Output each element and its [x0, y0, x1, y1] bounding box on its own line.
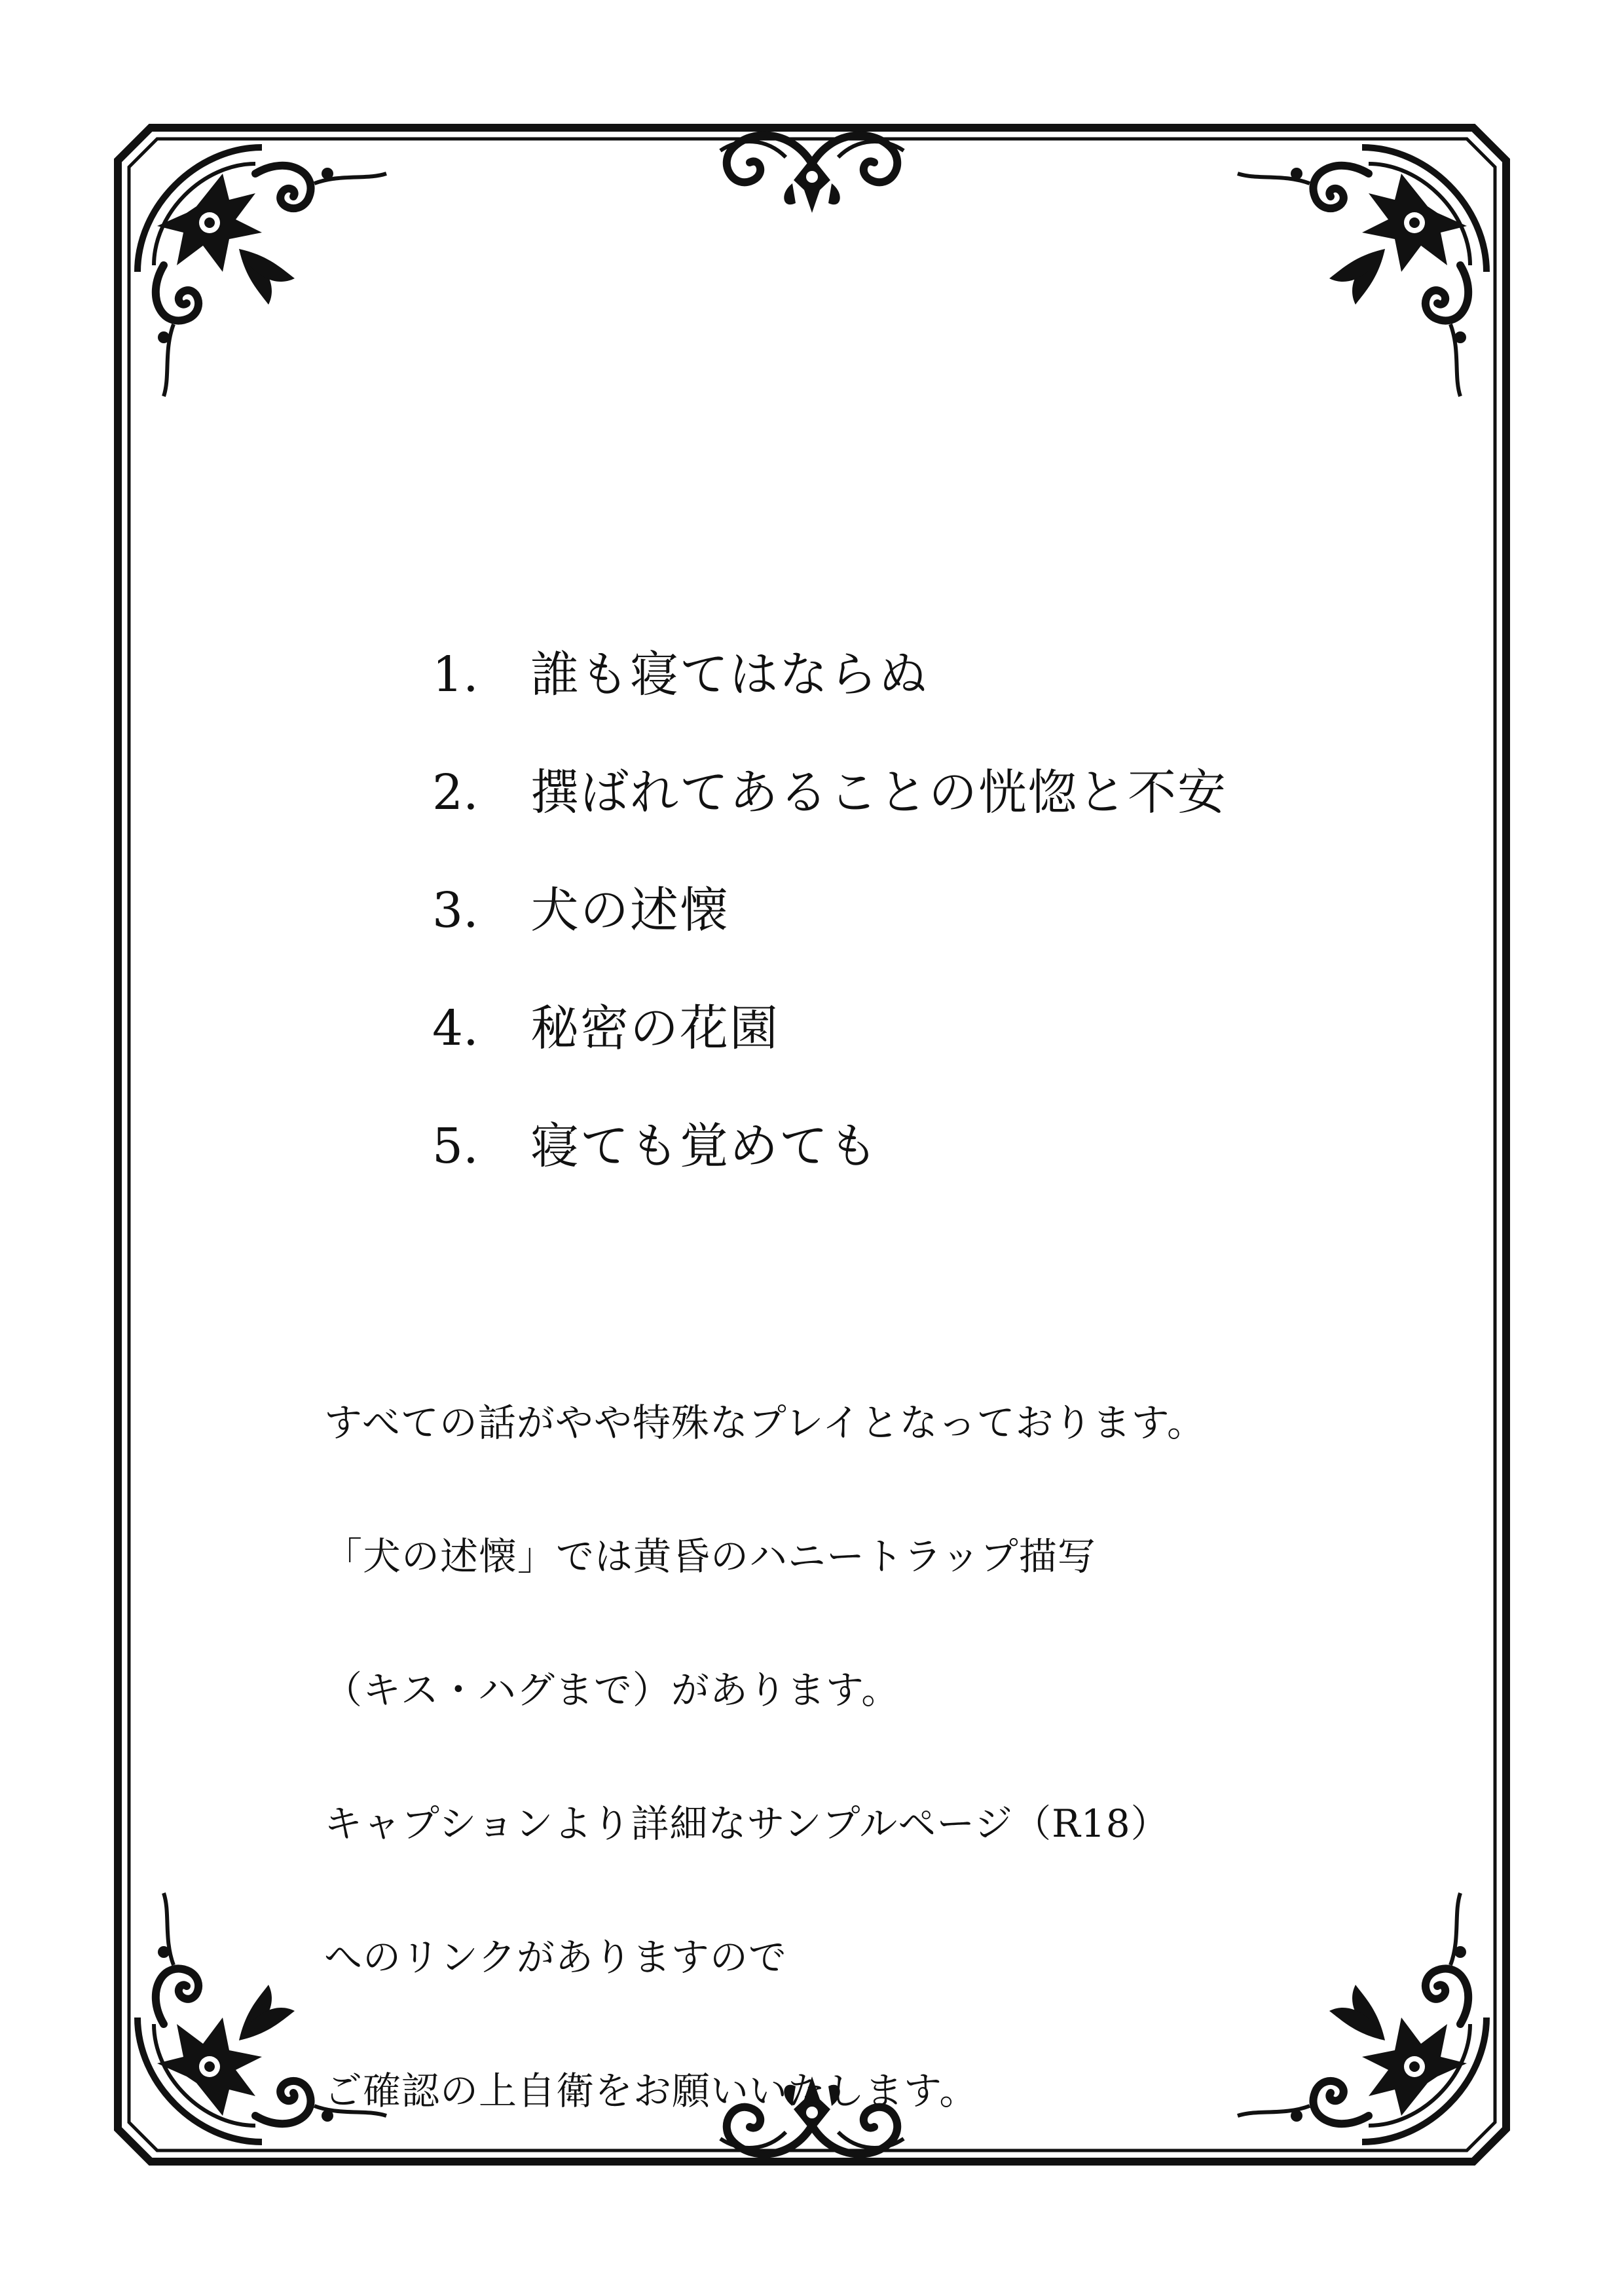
- toc-item: [432, 852, 1414, 969]
- toc-item-title: 犬の述懐: [530, 882, 729, 939]
- notice-line: （キス・ハグまで）があります。: [324, 1668, 900, 1712]
- toc-item: [432, 734, 1414, 852]
- toc-item: [432, 616, 1414, 734]
- content-notice: [324, 1356, 1385, 2158]
- center-ornament-top: [720, 135, 904, 213]
- notice-line: キャプションより詳細なサンプルページ（R18）: [324, 1801, 1170, 1846]
- toc-item-title: 寝ても覚めても: [530, 1118, 879, 1174]
- notice-line: ご確認の上自衛をお願いいたします。: [324, 2069, 978, 2113]
- toc-item-title: 秘密の花園: [530, 1000, 779, 1057]
- notice-line: すべての話がやや特殊なプレイとなっております。: [324, 1400, 1206, 1445]
- toc-item-number: 3.: [432, 882, 479, 939]
- toc-item: [432, 969, 1414, 1087]
- toc-item: [432, 1087, 1414, 1205]
- notice-line: 「犬の述懐」では黄昏のハニートラップ描写: [324, 1534, 1096, 1579]
- corner-ornament-top-right: [1238, 147, 1486, 396]
- toc-item-number: 2.: [432, 764, 479, 821]
- toc-item-title: 誰も寝てはならぬ: [530, 647, 929, 703]
- toc-item-number: 1.: [432, 647, 479, 703]
- corner-ornament-top-left: [138, 147, 386, 396]
- toc-item-title: 撰ばれてあることの恍惚と不安: [530, 764, 1227, 821]
- toc-item-number: 5.: [432, 1118, 479, 1174]
- table-of-contents: [432, 616, 1414, 1205]
- notice-line: へのリンクがありますので: [324, 1935, 787, 1980]
- toc-item-number: 4.: [432, 1000, 479, 1057]
